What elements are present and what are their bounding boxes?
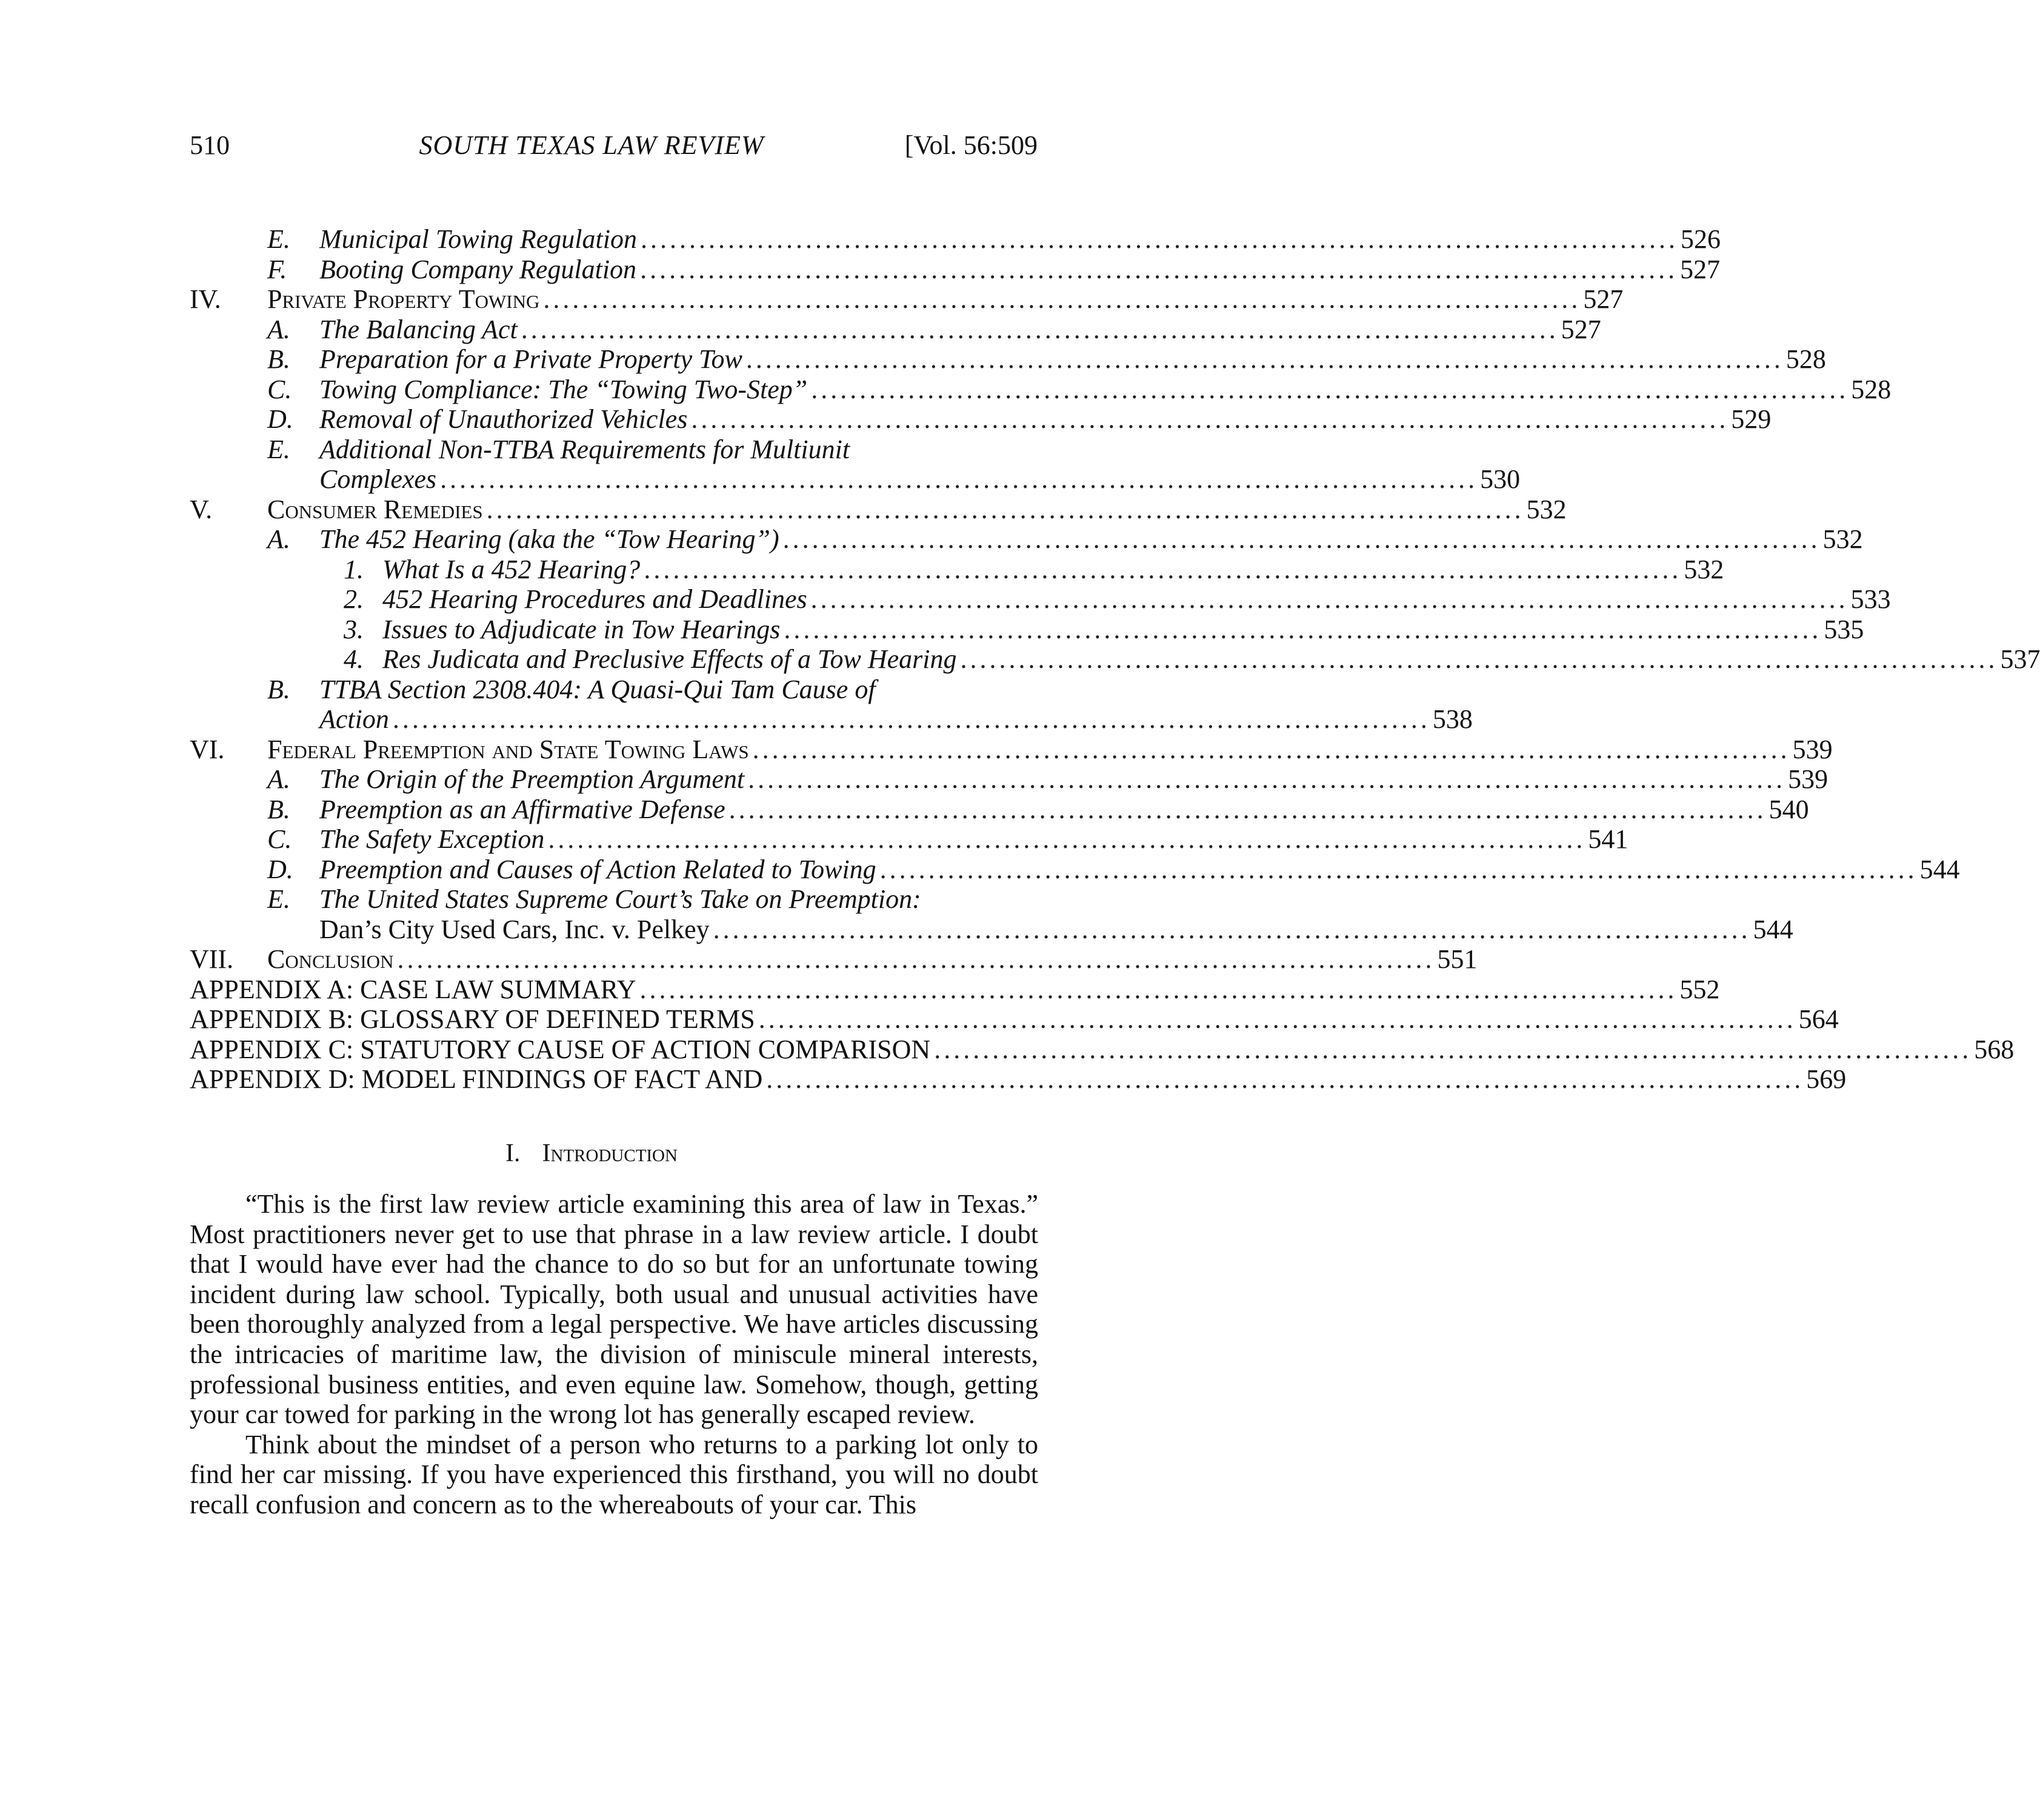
- toc-entry: [190, 224, 1721, 255]
- toc-leader-dots: [691, 404, 1724, 435]
- toc-entry-number: D.: [267, 404, 293, 434]
- toc-entry-page: 528: [1785, 344, 1826, 374]
- toc-entry-number: C.: [267, 374, 292, 404]
- toc-entry: [190, 404, 1772, 435]
- toc-entry-title: Issues to Adjudicate in Tow Hearings: [382, 614, 781, 644]
- toc-entry: [190, 854, 1960, 885]
- toc-entry-title: What Is a 452 Hearing?: [382, 554, 641, 584]
- toc-entry-number: VI.: [190, 734, 225, 764]
- toc-entry: [190, 524, 1863, 555]
- toc-entry-number: 2.: [344, 584, 364, 614]
- toc-entry: [190, 944, 1478, 975]
- toc-entry-page: 540: [1768, 794, 1809, 824]
- toc-leader-dots: [521, 315, 1554, 345]
- toc-entry-title: Towing Compliance: The “Towing Two-Step”: [319, 374, 808, 404]
- toc-entry-number: A.: [267, 524, 290, 554]
- article-body: [190, 1189, 1038, 1520]
- toc-entry-number: E.: [267, 224, 290, 254]
- toc-entry-number: A.: [267, 314, 290, 344]
- toc-leader-dots: [440, 464, 1473, 495]
- toc-entry-title: TTBA Section 2308.404: A Quasi-Qui Tam Cause of: [319, 674, 876, 704]
- toc-entry-title: The Safety Exception: [319, 824, 545, 854]
- toc-leader-dots: [746, 344, 1779, 375]
- toc-entry-number: 4.: [344, 644, 364, 674]
- toc-entry-page: 532: [1526, 494, 1567, 524]
- toc-entry-title: The Origin of the Preemption Argument: [319, 764, 745, 794]
- toc-entry-number: A.: [267, 764, 290, 794]
- toc-entry-title: The Balancing Act: [319, 314, 518, 344]
- toc-entry: [190, 344, 1826, 375]
- toc-entry-title: APPENDIX D: MODEL FINDINGS OF FACT AND: [190, 1064, 763, 1094]
- toc-entry-title: Municipal Towing Regulation: [319, 224, 637, 254]
- toc-leader-dots: [784, 615, 1816, 645]
- toc-entry-number: B.: [267, 674, 290, 704]
- toc-leader-dots: [641, 224, 1673, 255]
- toc-entry: [190, 675, 1038, 705]
- toc-entry: [190, 614, 1864, 645]
- toc-entry-number: 3.: [344, 614, 364, 644]
- toc-entry-page: 539: [1788, 764, 1828, 794]
- toc-entry: [190, 824, 1628, 855]
- section-heading: [0, 1138, 1183, 1168]
- toc-entry-number: V.: [190, 494, 213, 524]
- toc-entry-number: E.: [267, 434, 290, 464]
- body-paragraph: Think about the mindset of a person who returns to a parking lot only to find her car missing. If you have experienced this firsthand, you will no doubt recall confusion and concern as to the whereabouts of your car. This: [190, 1429, 1038, 1519]
- toc-leader-dots: [543, 284, 1576, 315]
- toc-entry-title: Federal Preemption and State Towing Laws: [267, 734, 749, 764]
- toc-entry-number: C.: [267, 824, 292, 854]
- toc-entry: [319, 464, 1521, 495]
- toc-entry-title: Dan’s City Used Cars, Inc. v. Pelkey: [319, 914, 710, 944]
- toc-entry-page: 538: [1432, 704, 1473, 734]
- toc-entry-title: The 452 Hearing (aka the “Tow Hearing”): [319, 524, 779, 554]
- toc-entry-title: Complexes: [319, 464, 437, 494]
- toc-entry: [190, 1004, 1839, 1035]
- toc-entry-page: 527: [1583, 284, 1624, 314]
- toc-entry-page: 537: [2000, 644, 2040, 674]
- toc-entry: [190, 254, 1721, 285]
- toc-leader-dots: [729, 795, 1762, 825]
- toc-entry-title: Action: [319, 704, 389, 734]
- running-head-volume: [Vol. 56:509: [904, 130, 1038, 160]
- toc-leader-dots: [548, 824, 1581, 855]
- toc-entry-page: 539: [1792, 734, 1833, 764]
- toc-entry-page: 528: [1851, 374, 1892, 404]
- toc-entry: [190, 374, 1892, 405]
- toc-leader-dots: [759, 1004, 1792, 1035]
- toc-entry: [190, 644, 2040, 675]
- toc-entry: [319, 914, 1793, 945]
- toc-entry-page: 533: [1850, 584, 1891, 614]
- toc-entry: [190, 764, 1828, 795]
- toc-entry-page: 527: [1680, 254, 1721, 284]
- toc-leader-dots: [753, 735, 1785, 765]
- toc-entry-page: 568: [1974, 1034, 2015, 1064]
- toc-entry-title: APPENDIX A: CASE LAW SUMMARY: [190, 974, 636, 1004]
- toc-entry-title: The United States Supreme Court’s Take on Preemption:: [319, 884, 921, 914]
- table-of-contents: [190, 224, 2040, 1095]
- toc-entry-number: B.: [267, 794, 290, 824]
- toc-entry-page: 532: [1822, 524, 1863, 554]
- section-title: Introduction: [542, 1139, 678, 1167]
- toc-entry-page: 535: [1824, 614, 1864, 644]
- toc-entry-number: VII.: [190, 944, 234, 974]
- toc-leader-dots: [783, 524, 1816, 555]
- toc-entry-page: 552: [1679, 974, 1720, 1004]
- toc-leader-dots: [713, 915, 1746, 945]
- toc-entry-page: 527: [1561, 314, 1601, 344]
- toc-entry: [190, 884, 1038, 915]
- toc-leader-dots: [811, 375, 1844, 405]
- toc-entry-page: 526: [1680, 224, 1721, 254]
- toc-entry-title: APPENDIX C: STATUTORY CAUSE OF ACTION COMPARISON: [190, 1034, 931, 1064]
- toc-entry: [190, 284, 1624, 315]
- toc-leader-dots: [640, 255, 1673, 285]
- toc-leader-dots: [960, 644, 1993, 675]
- toc-entry-title: Removal of Unauthorized Vehicles: [319, 404, 688, 434]
- toc-entry-page: 544: [1753, 914, 1793, 944]
- toc-entry-title: Additional Non-TTBA Requirements for Multiunit: [319, 434, 850, 464]
- toc-entry-number: B.: [267, 344, 290, 374]
- toc-entry-number: D.: [267, 854, 293, 884]
- toc-entry-number: F.: [267, 254, 287, 284]
- toc-entry: [190, 494, 1567, 525]
- toc-entry: [190, 794, 1809, 825]
- toc-entry-title: Private Property Towing: [267, 284, 540, 314]
- toc-leader-dots: [811, 584, 1844, 615]
- toc-entry: [190, 734, 1833, 765]
- running-head-journal: SOUTH TEXAS LAW REVIEW: [419, 130, 764, 160]
- toc-leader-dots: [397, 944, 1430, 975]
- toc-entry-title: Booting Company Regulation: [319, 254, 637, 284]
- toc-entry: [190, 314, 1601, 345]
- toc-entry-page: 544: [1919, 854, 1960, 884]
- toc-entry-title: Consumer Remedies: [267, 494, 483, 524]
- toc-leader-dots: [644, 555, 1676, 585]
- toc-entry-page: 532: [1684, 554, 1724, 584]
- toc-entry-title: Preparation for a Private Property Tow: [319, 344, 742, 374]
- toc-leader-dots: [748, 764, 1781, 795]
- toc-leader-dots: [639, 975, 1672, 1005]
- toc-entry: [190, 554, 1724, 585]
- toc-entry: [190, 974, 1720, 1005]
- toc-entry-number: 1.: [344, 554, 364, 584]
- toc-entry-page: 564: [1798, 1004, 1839, 1034]
- toc-leader-dots: [766, 1064, 1799, 1095]
- toc-entry: [190, 435, 1038, 465]
- toc-entry: [190, 1064, 1847, 1095]
- toc-entry-page: 569: [1806, 1064, 1847, 1094]
- toc-leader-dots: [393, 704, 1425, 735]
- toc-entry-title: Preemption as an Affirmative Defense: [319, 794, 725, 824]
- toc-leader-dots: [880, 855, 1913, 885]
- toc-leader-dots: [934, 1035, 1967, 1065]
- toc-entry-title: 452 Hearing Procedures and Deadlines: [382, 584, 807, 614]
- toc-entry-page: 529: [1731, 404, 1772, 434]
- toc-entry-title: APPENDIX B: GLOSSARY OF DEFINED TERMS: [190, 1004, 755, 1034]
- toc-entry-page: 530: [1480, 464, 1521, 494]
- toc-entry: [190, 1034, 2015, 1065]
- toc-entry-number: IV.: [190, 284, 221, 314]
- toc-entry: [190, 584, 1891, 615]
- page-number: 510: [190, 130, 230, 160]
- toc-entry-title: Conclusion: [267, 944, 394, 974]
- toc-leader-dots: [487, 495, 1519, 525]
- toc-entry-title: Res Judicata and Preclusive Effects of a Tow Hearing: [382, 644, 957, 674]
- toc-entry-title: Preemption and Causes of Action Related to Towing: [319, 854, 876, 884]
- toc-entry-number: E.: [267, 884, 290, 914]
- toc-entry-page: 551: [1437, 944, 1478, 974]
- section-number: I.: [505, 1139, 521, 1167]
- body-paragraph: “This is the first law review article examining this area of law in Texas.” Most practitioners never get to use that phrase in a law review article. I doubt that I would have ever had the chance to do so but for an unfortunate towing incident during law school. Typically, both usual and unusual activities have been thoroughly analyzed from a legal perspective. We have articles discussing the intricacies of maritime law, the division of miniscule mineral interests, professional business entities, and even equine law. Somehow, though, getting your car towed for parking in the wrong lot has generally escaped review.: [190, 1189, 1038, 1430]
- toc-entry: [319, 704, 1473, 735]
- toc-entry-page: 541: [1588, 824, 1628, 854]
